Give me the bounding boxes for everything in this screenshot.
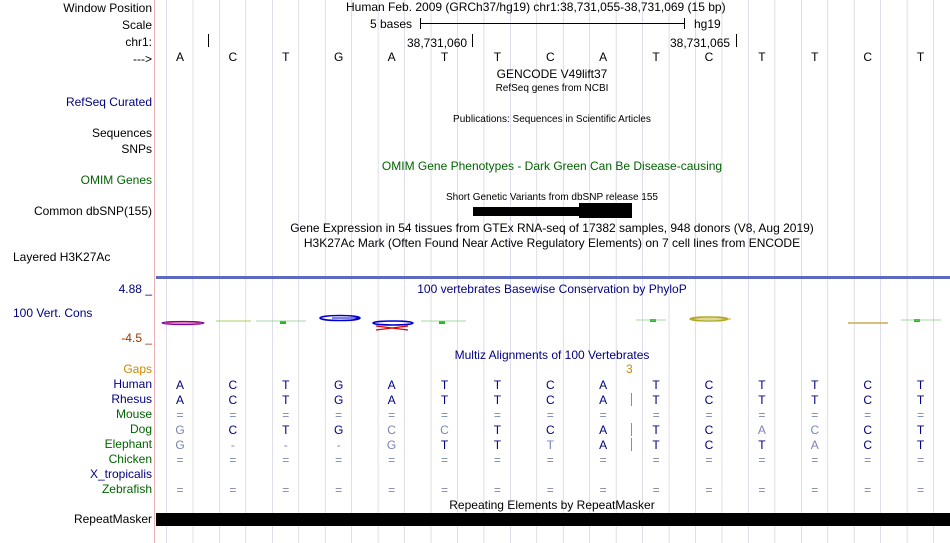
species-label[interactable]: Dog (129, 422, 152, 436)
reference-base: C (228, 50, 238, 64)
scale-bar-right-tick (684, 18, 685, 29)
aligned-base: T (493, 393, 502, 407)
phylop-mark (439, 321, 445, 324)
aligned-base: = (440, 453, 448, 467)
aligned-base: = (388, 483, 396, 497)
species-label[interactable]: Human (113, 377, 152, 391)
aligned-base: T (440, 378, 449, 392)
aligned-base: C (228, 378, 238, 392)
aligned-base: C (704, 393, 714, 407)
aligned-base: = (546, 483, 554, 497)
aligned-base: = (229, 483, 237, 497)
aligned-base: = (917, 408, 925, 422)
aligned-base: A (387, 378, 396, 392)
scale-bar-left-tick (420, 18, 421, 29)
gap-insertion-marker (631, 423, 632, 436)
assembly-position-text: Human Feb. 2009 (GRCh37/hg19) chr1:38,731,055-38,731,069 (15 bp) (346, 0, 726, 14)
reference-base: G (334, 50, 344, 64)
aligned-base: - (230, 438, 235, 452)
aligned-base: G (175, 438, 185, 452)
repeatmasker-track-title[interactable]: Repeating Elements by RepeatMasker (449, 498, 655, 512)
layered-h3k27ac-label[interactable]: Layered H3K27Ac (13, 250, 111, 264)
scale-label: Scale (121, 18, 152, 32)
aligned-base: - (336, 438, 341, 452)
multiz-track-title[interactable]: Multiz Alignments of 100 Vertebrates (454, 348, 650, 362)
aligned-base: = (546, 408, 554, 422)
aligned-base: T (652, 393, 660, 407)
reference-base: T (282, 50, 290, 64)
aligned-base: = (864, 408, 872, 422)
aligned-base: T (811, 393, 819, 407)
aligned-base: G (386, 438, 397, 452)
reference-base: A (175, 50, 184, 64)
aligned-base: = (599, 408, 607, 422)
reference-base: T (493, 50, 502, 64)
phylop-conservation-plot (156, 310, 950, 332)
aligned-base: T (493, 423, 502, 437)
repeatmasker-feature-bar[interactable] (156, 513, 950, 526)
aligned-base: T (493, 438, 502, 452)
strand-label: ---> (133, 52, 152, 66)
gap-insertion-marker (631, 438, 632, 451)
aligned-base: = (229, 453, 237, 467)
aligned-base: C (863, 378, 873, 392)
ruler-tick-left-edge (208, 34, 209, 47)
aligned-base: - (283, 438, 288, 452)
aligned-base: = (705, 408, 713, 422)
aligned-base: A (387, 393, 396, 407)
reference-base: T (916, 50, 925, 64)
refseq-track-title[interactable]: RefSeq genes from NCBI (495, 83, 609, 94)
gaps-label: Gaps (123, 362, 152, 376)
phylop-track-title[interactable]: 100 vertebrates Basewise Conservation by PhyloP (417, 282, 687, 296)
aligned-base: A (599, 393, 608, 407)
phylop-mark (914, 319, 920, 322)
h3k27ac-track-title[interactable]: H3K27Ac Mark (Often Found Near Active Regulatory Elements) on 7 cell lines from ENCODE (303, 236, 801, 250)
aligned-base: = (652, 408, 660, 422)
aligned-base: A (810, 438, 819, 452)
aligned-base: C (863, 393, 873, 407)
aligned-base: T (758, 393, 766, 407)
aligned-base: C (704, 438, 714, 452)
aligned-base: T (282, 378, 290, 392)
species-label[interactable]: Rhesus (111, 392, 152, 406)
aligned-base: T (758, 378, 766, 392)
species-label[interactable]: Elephant (104, 437, 152, 451)
aligned-base: = (546, 453, 554, 467)
aligned-base: G (175, 423, 185, 437)
species-label[interactable]: Mouse (115, 407, 152, 421)
aligned-base: A (599, 423, 608, 437)
assembly-short-text: hg19 (694, 17, 721, 31)
aligned-base: C (704, 423, 714, 437)
reference-base: C (704, 50, 714, 64)
aligned-base: T (652, 423, 660, 437)
sequences-label[interactable]: Sequences (91, 126, 152, 140)
aligned-base: T (282, 393, 290, 407)
aligned-base: C (545, 378, 555, 392)
gap-insertion-marker (631, 393, 632, 406)
publications-track-title[interactable]: Publications: Sequences in Scientific Articles (453, 114, 651, 125)
aligned-base: = (282, 453, 290, 467)
gtex-track-title[interactable]: Gene Expression in 54 tissues from GTEx RNA-seq of 17382 samples, 948 donors (V8, Aug 2019) (290, 221, 814, 235)
ruler-tick-right (736, 34, 737, 47)
species-label[interactable]: Chicken (108, 452, 152, 466)
vert-cons-label[interactable]: 100 Vert. Cons (13, 306, 93, 320)
phylop-mark (280, 321, 286, 324)
coord-label-left: 38,731,060 (407, 36, 468, 50)
aligned-base: G (334, 393, 344, 407)
aligned-base: = (388, 408, 396, 422)
aligned-base: = (652, 483, 660, 497)
aligned-base: C (704, 378, 714, 392)
phylop-min-label: -4.5 _ (121, 331, 152, 345)
aligned-base: T (758, 438, 766, 452)
species-label[interactable]: X_tropicalis (89, 467, 152, 481)
aligned-base: T (916, 378, 925, 392)
ruler-tick-left (472, 34, 473, 47)
reference-base: T (440, 50, 449, 64)
aligned-base: = (176, 483, 184, 497)
aligned-base: T (652, 378, 660, 392)
omim-genes-label[interactable]: OMIM Genes (80, 173, 152, 187)
aligned-base: = (599, 483, 607, 497)
aligned-base: = (758, 408, 766, 422)
aligned-base: T (282, 423, 290, 437)
aligned-base: C (440, 423, 449, 437)
dbsnp-feature-bar[interactable] (473, 207, 579, 216)
gencode-track-title[interactable]: GENCODE V49lift37 (496, 67, 608, 81)
aligned-base: T (652, 438, 660, 452)
aligned-base: = (864, 453, 872, 467)
aligned-base: T (546, 438, 554, 452)
aligned-base: = (758, 453, 766, 467)
gap-count: 3 (626, 362, 633, 376)
aligned-base: C (228, 423, 238, 437)
phylop-max-label: 4.88 _ (118, 282, 152, 296)
aligned-base: = (493, 483, 501, 497)
aligned-base: C (387, 423, 396, 437)
aligned-base: C (228, 393, 238, 407)
aligned-base: T (493, 378, 502, 392)
aligned-base: = (282, 408, 290, 422)
aligned-base: = (917, 453, 925, 467)
aligned-base: = (705, 483, 713, 497)
aligned-base: = (335, 453, 343, 467)
aligned-base: A (599, 378, 608, 392)
aligned-base: = (282, 483, 290, 497)
aligned-base: T (440, 438, 449, 452)
aligned-base: G (334, 423, 344, 437)
window-position-label: Window Position (63, 1, 152, 15)
reference-base: T (652, 50, 660, 64)
aligned-base: = (705, 453, 713, 467)
aligned-base: = (176, 408, 184, 422)
aligned-base: A (175, 393, 184, 407)
aligned-base: = (652, 453, 660, 467)
aligned-base: T (916, 423, 925, 437)
aligned-base: A (175, 378, 184, 392)
aligned-base: = (864, 483, 872, 497)
omim-track-title[interactable]: OMIM Gene Phenotypes - Dark Green Can Be Disease-causing (381, 159, 723, 173)
reference-base: A (387, 50, 396, 64)
aligned-base: = (176, 453, 184, 467)
aligned-base: C (545, 423, 555, 437)
aligned-base: C (810, 423, 820, 437)
label-divider (154, 0, 155, 543)
scale-bar (420, 23, 684, 24)
coord-label-right: 38,731,065 (670, 36, 731, 50)
aligned-base: = (493, 453, 501, 467)
aligned-base: = (335, 408, 343, 422)
aligned-base: = (440, 408, 448, 422)
aligned-base: T (811, 378, 819, 392)
aligned-base: = (811, 453, 819, 467)
scale-bases-text: 5 bases (370, 17, 413, 31)
phylop-mark (650, 319, 656, 322)
aligned-base: = (599, 453, 607, 467)
aligned-base: = (229, 408, 237, 422)
aligned-base: = (440, 483, 448, 497)
common-dbsnp-label[interactable]: Common dbSNP(155) (33, 204, 152, 218)
reference-base: T (758, 50, 766, 64)
aligned-base: T (440, 393, 449, 407)
reference-base: T (811, 50, 819, 64)
aligned-base: T (916, 438, 925, 452)
refseq-curated-label[interactable]: RefSeq Curated (65, 95, 152, 109)
dbsnp-feature-block[interactable] (579, 203, 632, 218)
aligned-base: C (863, 423, 873, 437)
dbsnp-track-title[interactable]: Short Genetic Variants from dbSNP release 155 (446, 192, 658, 203)
aligned-base: = (335, 483, 343, 497)
phylop-mark (373, 321, 413, 325)
aligned-base: = (811, 483, 819, 497)
repeatmasker-label[interactable]: RepeatMasker (73, 512, 152, 526)
aligned-base: C (863, 438, 873, 452)
snps-label[interactable]: SNPs (121, 142, 152, 156)
h3k27ac-baseline (156, 276, 950, 279)
aligned-base: A (757, 423, 766, 437)
aligned-base: C (545, 393, 555, 407)
aligned-base: T (916, 393, 925, 407)
reference-base: C (863, 50, 873, 64)
aligned-base: = (758, 483, 766, 497)
aligned-base: = (917, 483, 925, 497)
aligned-base: A (599, 438, 608, 452)
aligned-base: = (811, 408, 819, 422)
aligned-base: G (334, 378, 344, 392)
species-label[interactable]: Zebrafish (101, 482, 152, 496)
aligned-base: = (388, 453, 396, 467)
reference-base: C (545, 50, 555, 64)
chr-label: chr1: (125, 35, 152, 49)
reference-base: A (599, 50, 608, 64)
aligned-base: = (493, 408, 501, 422)
